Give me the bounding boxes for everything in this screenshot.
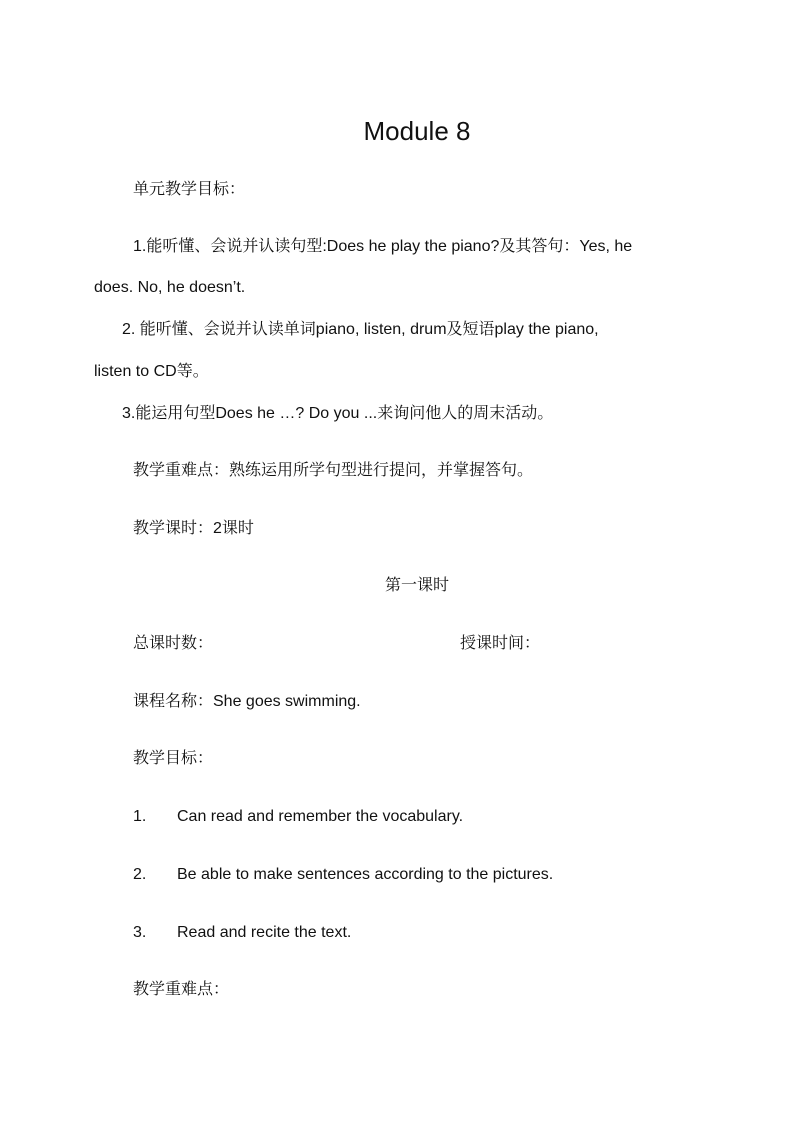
key-points: 教学重难点：熟练运用所学句型进行提问，并掌握答句。 [133, 462, 534, 479]
course-name: 课程名称：She goes swimming. [133, 693, 361, 710]
objective-text: Read and recite the text. [177, 924, 352, 941]
objective-item [133, 863, 553, 887]
objective-item [133, 805, 463, 829]
unit-goals-heading: 单元教学目标： [133, 181, 246, 198]
goal-2-line-1: 2. 能听懂、会说并认读单词piano, listen, drum及短语play the piano, [122, 321, 599, 338]
goal-2-line-2: listen to CD等。 [94, 363, 209, 380]
goal-1-line-1: 1.能听懂、会说并认读句型:Does he play the piano?及其答句：Yes, he [133, 238, 633, 255]
objective-number: 3. [133, 924, 147, 941]
difficulties-heading: 教学重难点： [133, 981, 230, 998]
class-hours: 教学课时：2课时 [133, 520, 254, 537]
objective-text: Can read and remember the vocabulary. [177, 808, 464, 825]
lesson-heading: 第一课时 [384, 577, 449, 594]
objective-number: 1. [133, 808, 147, 825]
teaching-time-label: 授课时间： [460, 635, 541, 652]
goal-1-line-2: does. No, he doesn’t. [94, 279, 246, 296]
objectives-heading: 教学目标： [133, 750, 214, 767]
goal-3: 3.能运用句型Does he …? Do you ...来询问他人的周末活动。 [122, 405, 554, 422]
objective-text: Be able to make sentences according to the pictures. [177, 866, 554, 883]
document-title: Module 8 [363, 116, 471, 146]
objective-number: 2. [133, 866, 147, 883]
objective-item [133, 921, 351, 945]
total-hours-label: 总课时数： [133, 635, 214, 652]
